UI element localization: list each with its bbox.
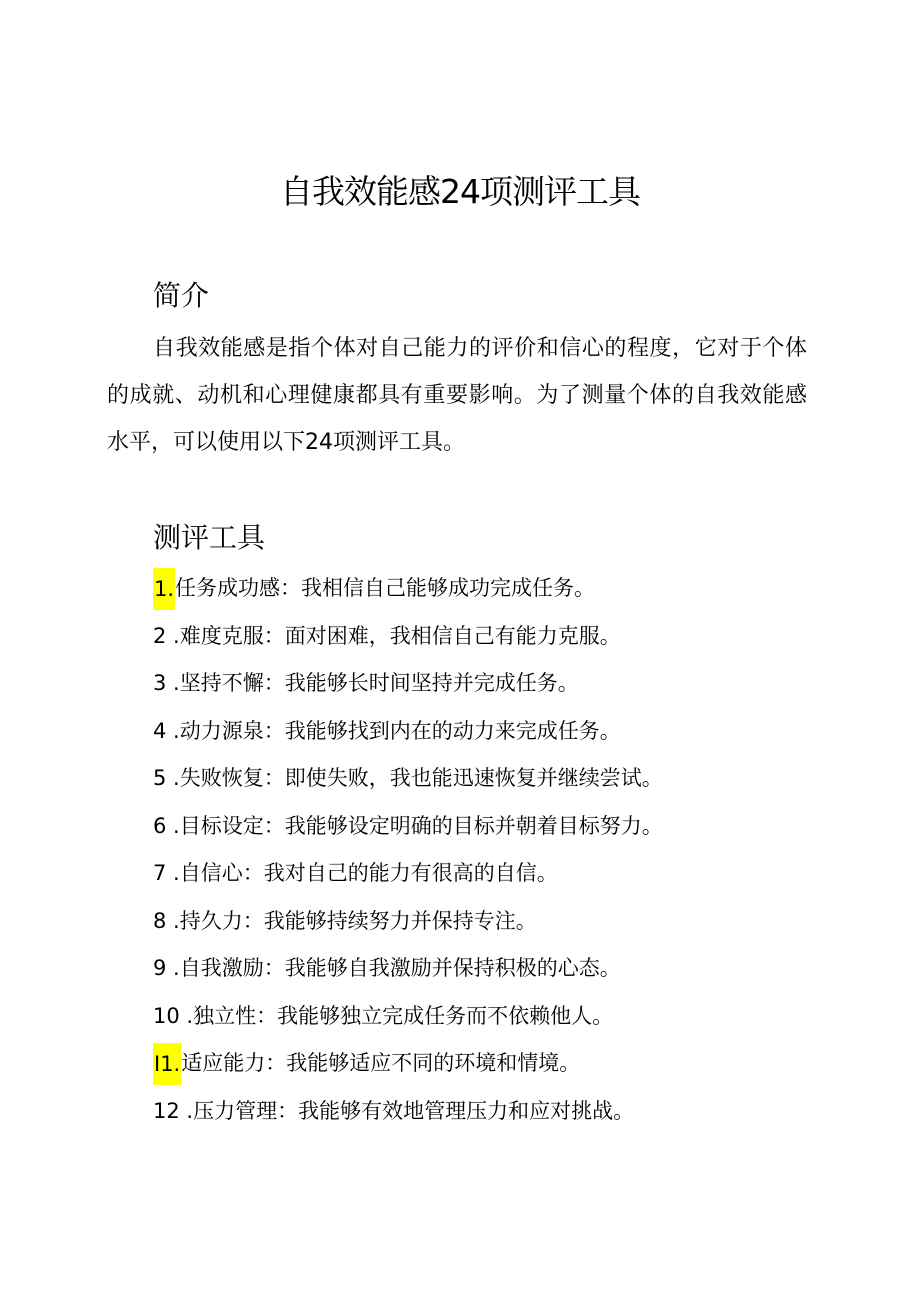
tool-name: 适应能力 xyxy=(181,1051,266,1075)
tool-name: 动力源泉 xyxy=(179,718,264,743)
tool-item xyxy=(153,898,793,946)
tool-name: 任务成功感 xyxy=(175,576,281,600)
tool-separator: ： xyxy=(242,861,264,885)
tool-description: 我能够适应不同的环境和情境。 xyxy=(286,1051,581,1075)
tool-number: 2 . xyxy=(153,623,180,648)
tool-separator: ： xyxy=(263,766,285,790)
tool-separator: ： xyxy=(277,1098,299,1123)
tool-item xyxy=(153,708,793,756)
tool-name: 自信心 xyxy=(179,861,243,885)
tool-separator: ： xyxy=(263,623,285,648)
tool-description: 面对困难，我相信自己有能力克服。 xyxy=(284,623,621,648)
tools-heading: 测评工具 xyxy=(153,521,266,554)
tool-number: 4 . xyxy=(153,718,180,743)
tool-item xyxy=(153,803,793,851)
tool-item xyxy=(153,945,793,993)
tool-item xyxy=(153,755,793,803)
tool-separator: ： xyxy=(265,1051,287,1075)
tool-separator: ： xyxy=(263,956,285,980)
tool-number: 12 . xyxy=(153,1098,194,1123)
tool-number: 9 . xyxy=(153,956,180,980)
tool-description: 我对自己的能力有很高的自信。 xyxy=(263,861,558,885)
tool-description: 我能够持续努力并保持专注。 xyxy=(263,908,537,933)
tool-description: 我能够设定明确的目标并朝着目标努力。 xyxy=(284,813,663,838)
tool-description: 我能够独立完成任务而不依赖他人。 xyxy=(277,1003,614,1028)
tool-description: 即使失败，我也能迅速恢复并继续尝试。 xyxy=(284,766,663,790)
tool-item xyxy=(153,993,793,1041)
tool-separator: ： xyxy=(280,576,302,600)
tool-description: 我能够长时间坚持并完成任务。 xyxy=(284,671,579,695)
tool-number: 10 . xyxy=(153,1003,194,1028)
tool-number: 7 . xyxy=(153,861,180,885)
tool-name: 压力管理 xyxy=(193,1098,278,1123)
tool-description: 我能够找到内在的动力来完成任务。 xyxy=(284,718,621,743)
tool-number: 1. xyxy=(153,568,175,610)
tool-name: 独立性 xyxy=(193,1003,257,1028)
tool-number: 3 . xyxy=(153,671,180,695)
tool-separator: ： xyxy=(256,1003,278,1028)
tool-name: 坚持不懈 xyxy=(179,671,264,695)
tool-name: 自我激励 xyxy=(179,956,264,980)
tool-name: 失败恢复 xyxy=(179,766,264,790)
intro-paragraph: 自我效能感是指个体对自己能力的评价和信心的程度，它对于个体的成就、动机和心理健康都具有重要影响。为了测量个体的自我效能感水平，可以使用以下24项测评工具。 xyxy=(107,336,807,455)
tool-item xyxy=(153,1040,793,1088)
tool-separator: ： xyxy=(263,671,285,695)
tool-separator: ： xyxy=(242,908,264,933)
document-title: 自我效能感24项测评工具 xyxy=(280,172,640,211)
tool-number: 5 . xyxy=(153,766,180,790)
tool-list xyxy=(153,565,793,1135)
tool-description: 我能够有效地管理压力和应对挑战。 xyxy=(298,1098,635,1123)
tool-description: 我相信自己能够成功完成任务。 xyxy=(301,576,596,600)
tool-number: I1. xyxy=(153,1043,181,1085)
tool-separator: ： xyxy=(263,813,285,838)
tool-number: 8 . xyxy=(153,908,180,933)
tool-name: 目标设定 xyxy=(179,813,264,838)
intro-heading: 简介 xyxy=(153,279,210,312)
tool-item xyxy=(153,613,793,661)
tool-name: 难度克服 xyxy=(179,623,264,648)
tool-number: 6 . xyxy=(153,813,180,838)
tool-name: 持久力 xyxy=(179,908,243,933)
tool-item xyxy=(153,565,793,613)
tool-description: 我能够自我激励并保持积极的心态。 xyxy=(284,956,621,980)
tool-separator: ： xyxy=(263,718,285,743)
tool-item xyxy=(153,850,793,898)
tool-item xyxy=(153,1088,793,1136)
tool-item xyxy=(153,660,793,708)
